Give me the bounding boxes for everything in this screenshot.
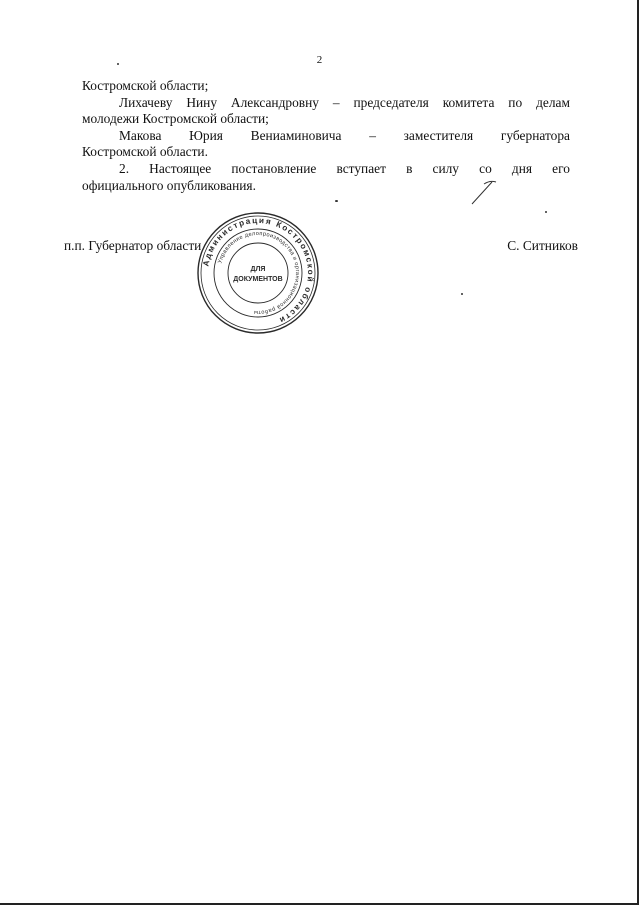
word: вступает (336, 160, 386, 176)
body-line-justified (82, 128, 570, 145)
handwritten-mark (470, 178, 500, 206)
signature-name: С. Ситников (507, 238, 578, 253)
signature-block (64, 238, 578, 254)
word: – (332, 94, 340, 110)
official-stamp (196, 211, 320, 335)
body-line: официального опубликования. (82, 177, 256, 193)
word: комитета (442, 94, 495, 110)
word: силу (432, 160, 460, 176)
word: его (552, 160, 570, 176)
word: дня (511, 160, 533, 176)
word: со (479, 160, 492, 176)
stamp-inner-text: Управление делопроизводства и организационной работы (217, 230, 301, 316)
body-line: Костромской области; (82, 78, 209, 93)
word: председателя (353, 94, 429, 110)
word: по (508, 94, 523, 110)
document-body (82, 78, 570, 194)
body-line-justified (82, 161, 570, 178)
word: губернатора (500, 127, 570, 143)
word: постановление (231, 160, 317, 176)
word: делам (536, 94, 570, 110)
word: Вениаминовича (250, 127, 342, 143)
page-number: 2 (316, 54, 323, 66)
stamp-center-line2: ДОКУМЕНТОВ (233, 276, 283, 283)
signature-title: п.п. Губернатор области (64, 238, 202, 253)
body-line: молодежи Костромской области; (82, 111, 269, 127)
scan-speck (545, 211, 547, 213)
body-line: Костромской области. (82, 144, 208, 160)
word: – (369, 127, 376, 143)
word: Юрия (189, 127, 223, 143)
word: заместителя (403, 127, 474, 143)
word: Макова (119, 127, 162, 143)
word: Александровну (230, 94, 319, 110)
stamp-center-line1: ДЛЯ (250, 266, 266, 273)
scan-speck (335, 200, 338, 202)
stamp-seal (196, 211, 320, 335)
word: в (406, 160, 413, 176)
stamp-outer-text: Администрация Костромской области (201, 215, 316, 326)
word: 2. (119, 160, 130, 176)
word: Лихачеву (119, 94, 173, 110)
word: Нину (186, 94, 218, 110)
scan-speck (461, 293, 463, 295)
body-line-justified (82, 95, 570, 112)
scan-speck (117, 63, 119, 65)
word: Настоящее (149, 160, 212, 176)
